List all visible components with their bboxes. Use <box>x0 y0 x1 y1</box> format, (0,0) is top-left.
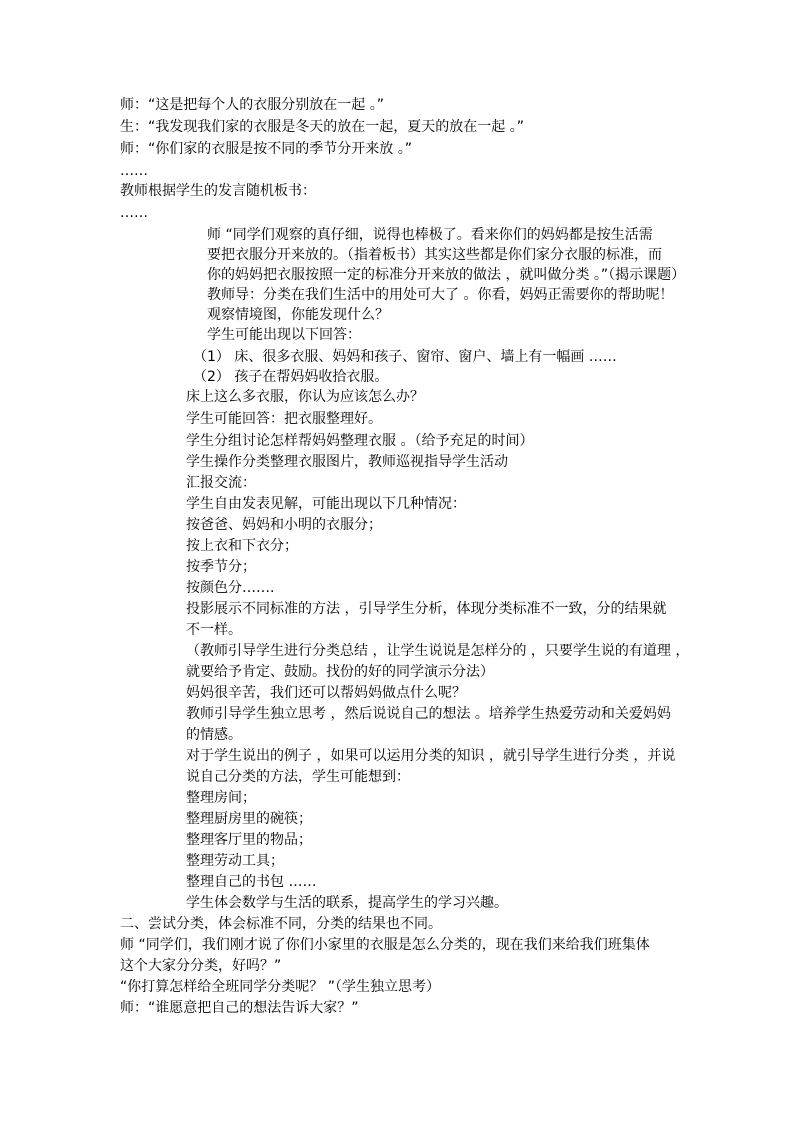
text-line: 学生可能出现以下回答： <box>207 327 361 343</box>
text-line: 观察情境图，你能发现什么？ <box>207 307 389 323</box>
text-line: 整理厨房里的碗筷； <box>186 811 312 827</box>
text-line: 你的妈妈把衣服按照一定的标准分开来放的做法 ，就叫做分类 。”（揭示课题） <box>207 267 686 283</box>
text-line: 学生自由发表见解，可能出现以下几种情况： <box>186 496 466 512</box>
text-line: 师 “同学们观察的真仔细，说得也棒极了。看来你们的妈妈都是按生活需 <box>207 227 653 243</box>
text-line: 师：“这是把每个人的衣服分别放在一起 。” <box>120 97 384 113</box>
text-line: （教师引导学生进行分类总结 ，让学生说说是怎样分的 ，只要学生说的有道理 ， <box>186 643 690 659</box>
text-line: 师：“谁愿意把自己的想法告诉大家？” <box>120 1000 359 1016</box>
text-line: 按爸爸、妈妈和小明的衣服分； <box>186 517 382 533</box>
text-line: 师：“你们家的衣服是按不同的季节分开来放 。” <box>120 141 412 157</box>
text-line: 不一样。 <box>186 622 242 638</box>
text-line: 的情感。 <box>186 727 242 743</box>
text-line: …… <box>120 205 148 221</box>
text-line: 按颜色分……. <box>186 580 275 596</box>
text-line: 按季节分； <box>186 559 256 575</box>
text-line: “你打算怎样给全班同学分类呢？ ”（学生独立思考） <box>120 979 440 995</box>
text-line: 学生可能回答：把衣服整理好。 <box>186 411 382 427</box>
text-line: 说自己分类的方法，学生可能想到： <box>186 769 410 785</box>
text-line: 教师根据学生的发言随机板书： <box>120 183 316 199</box>
text-line: 整理劳动工具； <box>186 853 284 869</box>
text-line: 投影展示不同标准的方法 ，引导学生分析，体现分类标准不一致，分的结果就 <box>186 601 667 617</box>
section-heading: 二、尝试分类，体会标准不同，分类的结果也不同。 <box>120 916 442 932</box>
text-line: …… <box>120 163 148 179</box>
text-line: （2） 孩子在帮妈妈收拾衣服。 <box>193 369 389 385</box>
text-line: 学生操作分类整理衣服图片，教师巡视指导学生活动 <box>186 454 508 470</box>
text-line: 整理房间； <box>186 790 256 806</box>
text-line: 妈妈很辛苦，我们还可以帮妈妈做点什么呢？ <box>186 685 466 701</box>
text-line: 整理自己的书包 …… <box>186 874 317 890</box>
text-line: 生：“我发现我们家的衣服是冬天的放在一起，夏天的放在一起 。” <box>120 119 524 135</box>
text-line: （1） 床、很多衣服、妈妈和孩子、窗帘、窗户、墙上有一幅画 …… <box>193 349 617 365</box>
text-line: 教师导：分类在我们生活中的用处可大了 。你看，妈妈正需要你的帮助呢！ <box>207 287 674 303</box>
text-line: 对于学生说出的例子 ，如果可以运用分类的知识 ，就引导学生进行分类 ，并说 <box>186 748 676 764</box>
text-line: 床上这么多衣服，你认为应该怎么办？ <box>186 389 424 405</box>
text-line: 学生分组讨论怎样帮妈妈整理衣服 。（给予充足的时间） <box>186 433 534 449</box>
text-line: 这个大家分分类，好吗？” <box>120 958 282 974</box>
text-line: 教师引导学生独立思考 ，然后说说自己的想法 。培养学生热爱劳动和关爱妈妈 <box>186 706 671 722</box>
text-line: 师 “同学们，我们刚才说了你们小家里的衣服是怎么分类的，现在我们来给我们班集体 <box>120 937 650 953</box>
text-line: 按上衣和下衣分； <box>186 538 298 554</box>
text-line: 就要给予肯定、鼓励。找份的好的同学演示分法） <box>186 664 494 680</box>
text-line: 整理客厅里的物品； <box>186 832 312 848</box>
text-line: 学生体会数学与生活的联系，提高学生的学习兴趣。 <box>186 895 508 911</box>
text-line: 要把衣服分开来放的。（指着板书）其实这些都是你们家分衣服的标准，而 <box>207 247 662 263</box>
text-line: 汇报交流： <box>186 475 256 491</box>
